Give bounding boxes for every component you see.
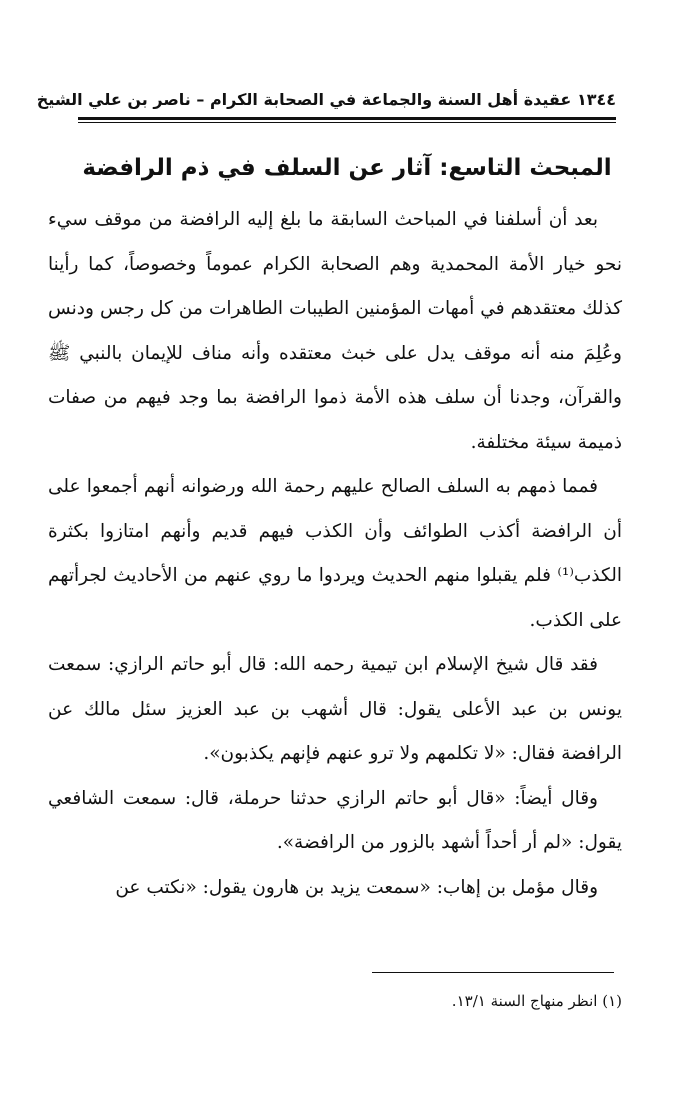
footnote-1: (١) انظر منهاج السنة ١٣/١. <box>451 992 622 1010</box>
paragraph-4: وقال أيضاً: «قال أبو حاتم الرازي حدثنا حرملة، قال: سمعت الشافعي يقول: «لم أر أحداً أشهد بالزور من الرافضة». <box>48 787 622 853</box>
body-text <box>48 198 622 910</box>
paragraph-5: وقال مؤمل بن إهاب: «سمعت يزيد بن هارون يقول: «نكتب عن <box>115 876 598 898</box>
paragraph-1: بعد أن أسلفنا في المباحث السابقة ما بلغ إليه الرافضة من موقف سيء نحو خيار الأمة المحمدية وهم الصحابة الكرام عموماً وخصوصاً، كما رأينا كذلك معتقدهم في أمهات المؤمنين الطيبات الطاهرات من كل رجس ودنس وعُلِمَ منه أنه موقف يدل على خبث معتقده وأنه مناف للإيمان بالنبي ﷺ والقرآن، وجدنا أن سلف هذه الأمة ذموا الرافضة بما وجد فيهم من صفات ذميمة سيئة مختلفة. <box>48 209 622 453</box>
header-rule-thin <box>78 122 616 123</box>
paragraph-2: فمما ذمهم به السلف الصالح عليهم رحمة الله ورضوانه أنهم أجمعوا على أن الرافضة أكذب الطوائف وأن الكذب فيهم قديم وأنهم امتازوا بكثرة الكذب⁽¹⁾ فلم يقبلوا منهم الحديث ويردوا ما روي عنهم من الأحاديث لجرأتهم على الكذب. <box>48 476 622 631</box>
footnote-separator <box>372 972 614 973</box>
running-header: ١٣٤٤ عقيدة أهل السنة والجماعة في الصحابة الكرام – ناصر بن علي الشيخ <box>36 90 616 109</box>
paragraph-3: فقد قال شيخ الإسلام ابن تيمية رحمه الله: قال أبو حاتم الرازي: سمعت يونس بن عبد الأعلى يقول: قال أشهب بن عبد العزيز سئل مالك عن الرافضة فقال: «لا تكلمهم ولا ترو عنهم فإنهم يكذبون». <box>48 654 622 764</box>
header-rule-thick <box>78 117 616 120</box>
chapter-title: المبحث التاسع: آثار عن السلف في ذم الرافضة <box>82 155 612 181</box>
